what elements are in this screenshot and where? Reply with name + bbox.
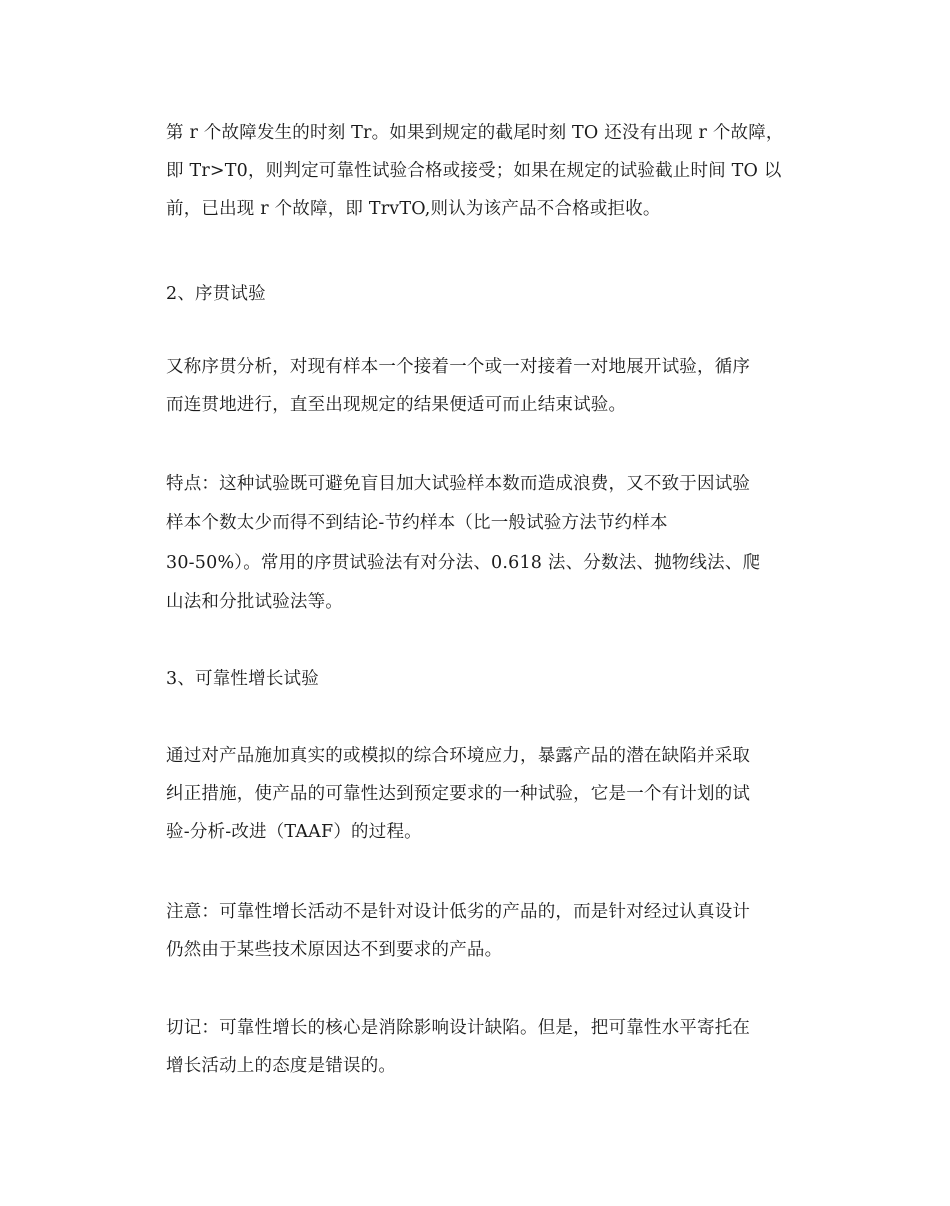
features-line-3: 30-50%）。常用的序贯试验法有对分法、0.618 法、分数法、抛物线法、爬: [166, 553, 761, 573]
features-line-4: 山法和分批试验法等。: [166, 592, 343, 612]
growth-line-1: 通过对产品施加真实的或模拟的综合环境应力，暴露产品的潜在缺陷并采取: [166, 746, 751, 766]
sequential-line-1: 又称序贯分析，对现有样本一个接着一个或一对接着一对地展开试验，循序: [166, 357, 751, 377]
note-line-1: 注意：可靠性增长活动不是针对设计低劣的产品的，而是针对经过认真设计: [166, 902, 751, 922]
intro-line-1: 第 r 个故障发生的时刻 Tr。如果到规定的截尾时刻 TO 还没有出现 r 个故障，: [166, 123, 784, 143]
sequential-line-2: 而连贯地进行，直至出现规定的结果便适可而止结束试验。: [166, 395, 627, 415]
features-line-2: 样本个数太少而得不到结论-节约样本（比一般试验方法节约样本: [166, 513, 668, 533]
heading-reliability-growth: 3、可靠性增长试验: [166, 669, 319, 689]
remember-line-2: 增长活动上的态度是错误的。: [166, 1056, 397, 1076]
heading-sequential-test: 2、序贯试验: [166, 284, 266, 304]
intro-line-2: 即 Tr>T0，则判定可靠性试验合格或接受；如果在规定的试验截止时间 TO 以: [166, 161, 782, 181]
note-line-2: 仍然由于某些技术原因达不到要求的产品。: [166, 940, 503, 960]
growth-line-3: 验-分析-改进（TAAF）的过程。: [166, 822, 422, 842]
features-line-1: 特点：这种试验既可避免盲目加大试验样本数而造成浪费，又不致于因试验: [166, 474, 751, 494]
intro-line-3: 前，已出现 r 个故障，即 TrvTO,则认为该产品不合格或拒收。: [166, 199, 661, 219]
growth-line-2: 纠正措施，使产品的可靠性达到预定要求的一种试验，它是一个有计划的试: [166, 784, 751, 804]
remember-line-1: 切记：可靠性增长的核心是消除影响设计缺陷。但是，把可靠性水平寄托在: [166, 1018, 751, 1038]
